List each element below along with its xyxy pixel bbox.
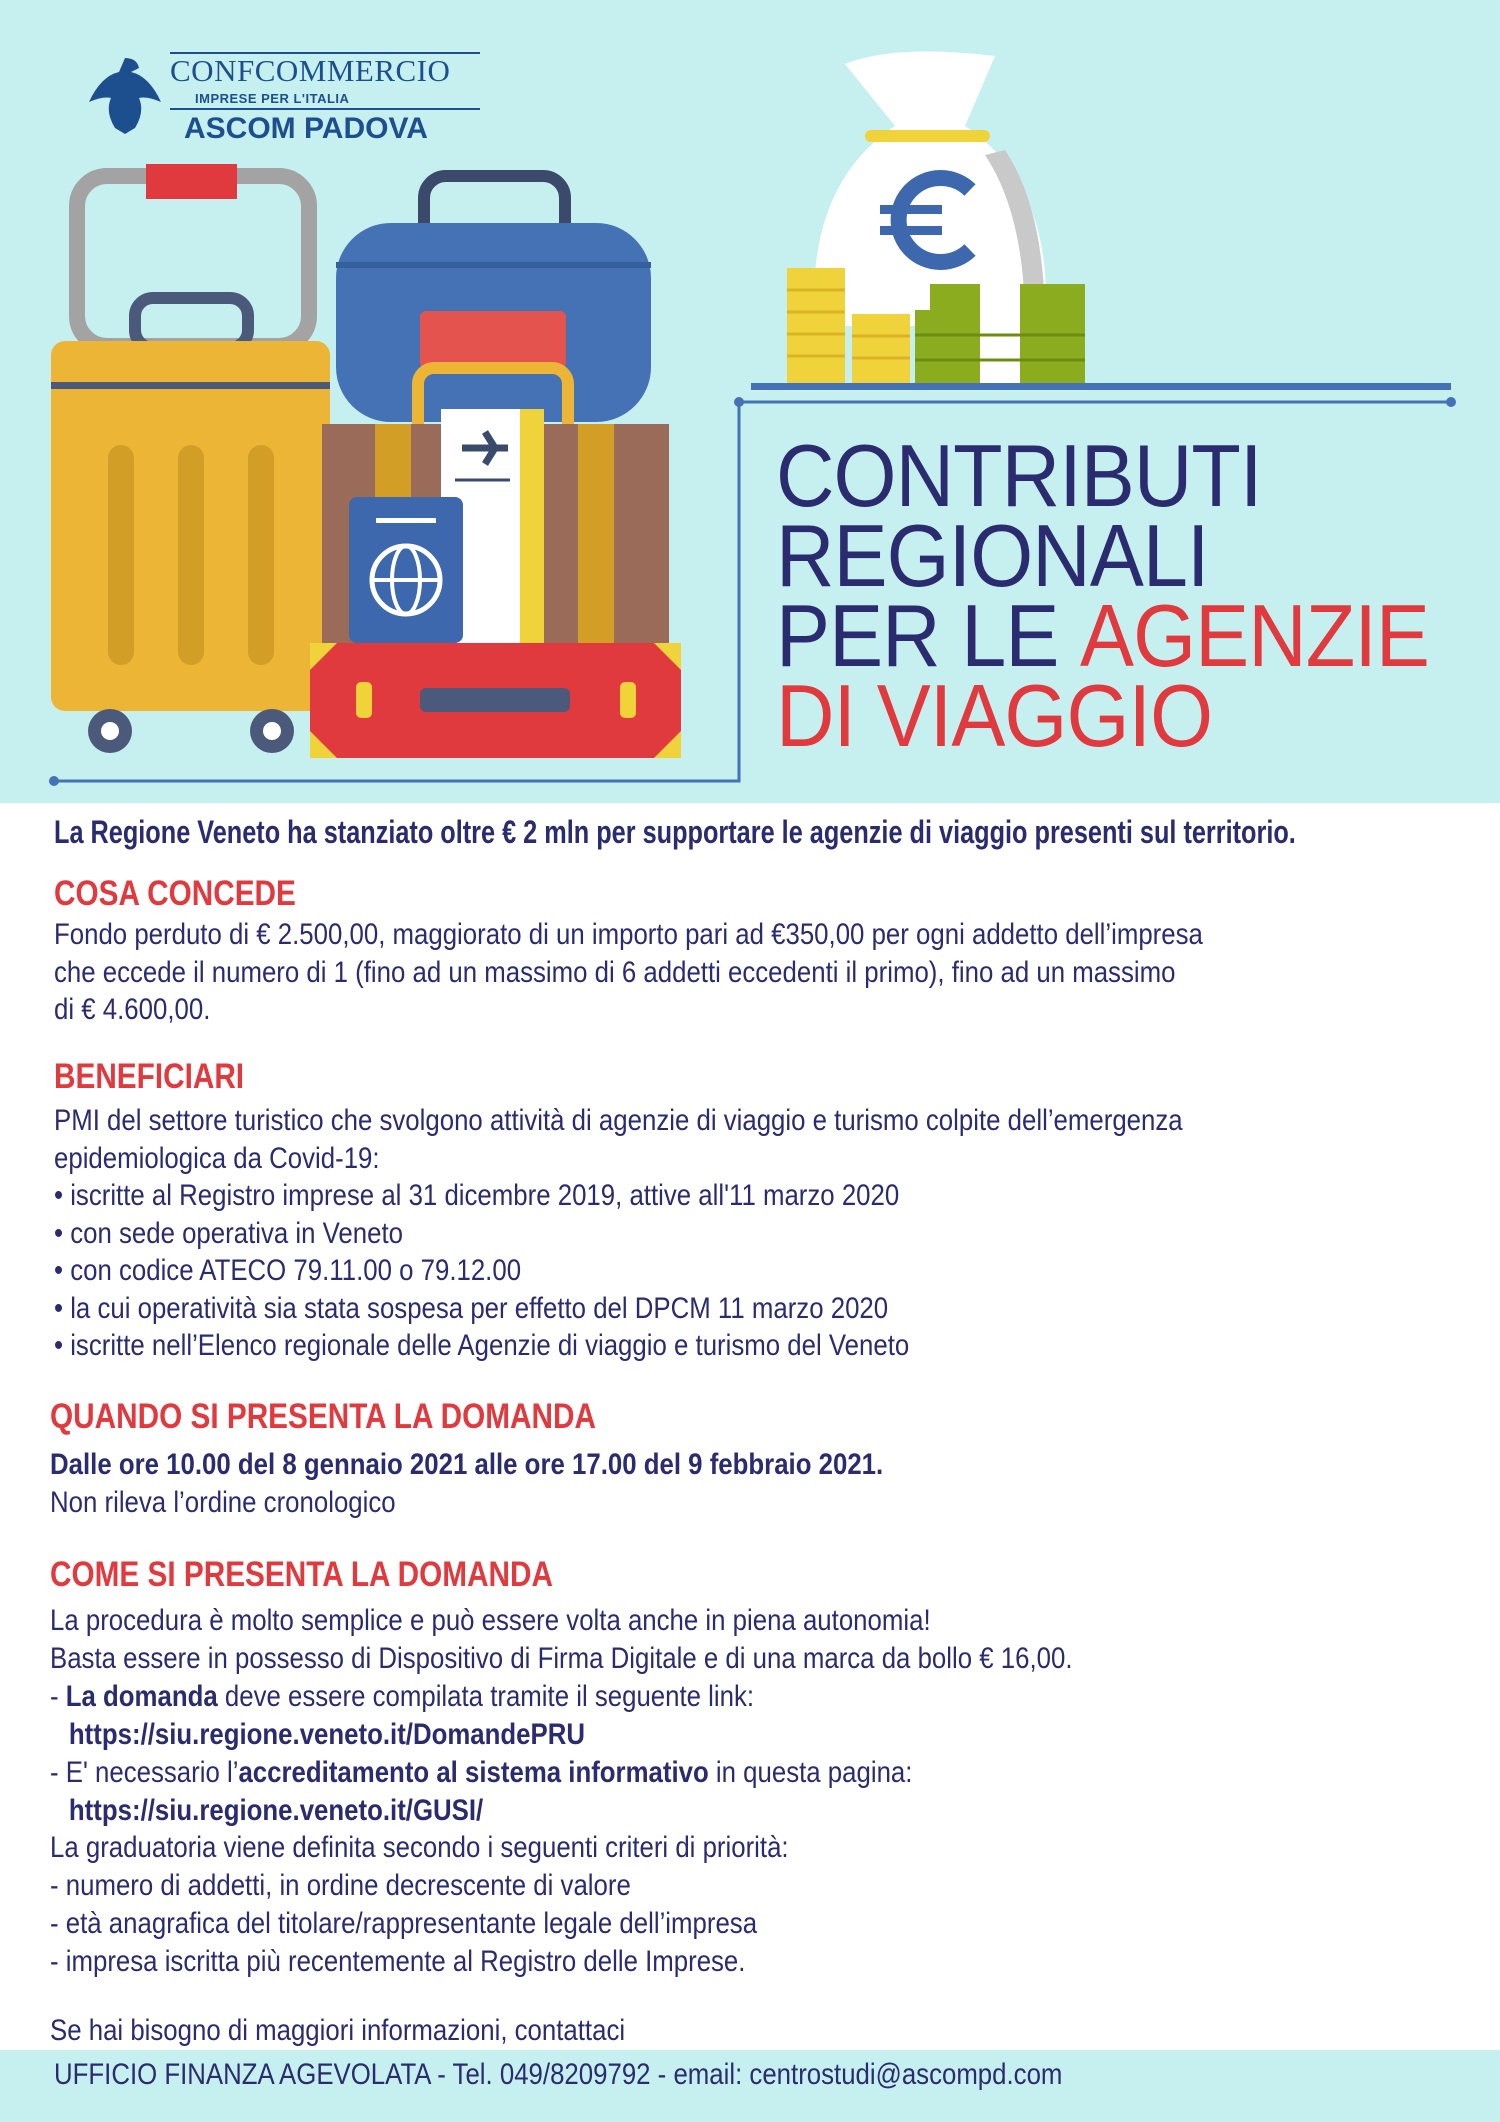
footer xyxy=(0,2050,1500,2122)
list-item: • con codice ATECO 79.11.00 o 79.12.00 xyxy=(54,1254,522,1287)
logo-brand: CONFCOMMERCIO xyxy=(170,53,451,88)
logo xyxy=(80,50,480,150)
section-heading-quando: QUANDO SI PRESENTA LA DOMANDA xyxy=(50,1397,596,1436)
page-title xyxy=(776,426,1429,765)
red-suitcase-icon xyxy=(310,643,681,758)
body-line: che eccede il numero di 1 (fino ad un massimo di 6 addetti eccedenti il primo), fino ad un massimo xyxy=(54,955,1176,989)
body-line: Non rileva l’ordine cronologico xyxy=(50,1485,396,1519)
section-heading-come: COME SI PRESENTA LA DOMANDA xyxy=(50,1555,554,1594)
passport-icon xyxy=(349,497,463,643)
logo-tagline: IMPRESE PER L'ITALIA xyxy=(195,91,350,106)
list-item: • iscritte nell’Elenco regionale delle Agenzie di viaggio e turismo del Veneto xyxy=(54,1329,910,1362)
list-item: - età anagrafica del titolare/rappresentante legale dell’impresa xyxy=(50,1907,758,1941)
body-line: La procedura è molto semplice e può essere volta anche in piena autonomia! xyxy=(50,1604,931,1637)
shelf xyxy=(751,383,1451,390)
body-line xyxy=(50,1678,1072,1716)
body-line: Basta essere in possesso di Dispositivo di Firma Digitale e di una marca da bollo € 16,00. xyxy=(50,1641,1073,1675)
bold-text: La domanda xyxy=(65,1679,218,1713)
beneficiari-body xyxy=(54,1102,1183,1365)
body-text: in questa pagina: xyxy=(708,1755,913,1789)
link-gusi[interactable]: https://siu.regione.veneto.it/GUSI/ xyxy=(68,1793,484,1827)
eagle-logo-icon xyxy=(80,50,170,140)
title-line: REGIONALI xyxy=(776,506,1209,605)
section-heading-cosa: COSA CONCEDE xyxy=(54,874,296,913)
intro-text: La Regione Veneto ha stanziato oltre € 2 mln per supportare le agenzie di viaggio presenti sul territorio. xyxy=(54,814,1296,850)
link-domande-pru[interactable]: https://siu.regione.veneto.it/DomandePRU xyxy=(68,1717,585,1751)
yellow-suitcase-icon xyxy=(51,164,330,753)
body-line: di € 4.600,00. xyxy=(54,993,211,1026)
body-text: - E' necessario l’ xyxy=(50,1755,239,1789)
title-highlight: AGENZIE xyxy=(1080,586,1429,685)
contact-prompt: Se hai bisogno di maggiori informazioni, contattaci xyxy=(50,2014,626,2047)
footer-contact: UFFICIO FINANZA AGEVOLATA - Tel. 049/8209792 - email: centrostudi@ascompd.com xyxy=(54,2058,1063,2091)
body-line xyxy=(50,1754,1072,1792)
title-line: PER LE xyxy=(776,586,1081,685)
dash: - xyxy=(50,1679,66,1713)
list-item: - impresa iscritta più recentemente al Registro delle Imprese. xyxy=(50,1945,746,1979)
cosa-body xyxy=(54,916,1203,1029)
list-item: • iscritte al Registro imprese al 31 dicembre 2019, attive all'11 marzo 2020 xyxy=(54,1179,900,1212)
list-item: • la cui operatività sia stata sospesa per effetto del DPCM 11 marzo 2020 xyxy=(54,1291,889,1325)
body-text: deve essere compilata tramite il seguente link: xyxy=(217,1679,755,1713)
section-heading-beneficiari: BENEFICIARI xyxy=(54,1057,245,1096)
banknotes-icon xyxy=(915,284,1085,383)
title-highlight: DI VIAGGIO xyxy=(776,666,1213,765)
logo-rule xyxy=(170,108,480,110)
logo-branch: ASCOM PADOVA xyxy=(184,112,428,145)
body-line: PMI del settore turistico che svolgono attività di agenzie di viaggio e turismo colpite dell’emergenza xyxy=(54,1104,1183,1137)
body-line: Fondo perduto di € 2.500,00, maggiorato di un importo pari ad €350,00 per ogni addetto dell’impresa xyxy=(54,918,1203,951)
body-line: epidemiologica da Covid-19: xyxy=(54,1141,380,1175)
body-line: La graduatoria viene definita secondo i seguenti criteri di priorità: xyxy=(50,1831,789,1865)
quando-body xyxy=(50,1446,883,1521)
list-item: • con sede operativa in Veneto xyxy=(54,1216,403,1250)
blue-bag-icon xyxy=(336,176,651,422)
list-item: - numero di addetti, in ordine decrescente di valore xyxy=(50,1869,631,1903)
come-body xyxy=(50,1602,1072,1981)
date-range: Dalle ore 10.00 del 8 gennaio 2021 alle ore 17.00 del 9 febbraio 2021. xyxy=(50,1448,884,1481)
title-line: CONTRIBUTI xyxy=(776,426,1262,525)
bold-text: accreditamento al sistema informativo xyxy=(238,1755,709,1789)
